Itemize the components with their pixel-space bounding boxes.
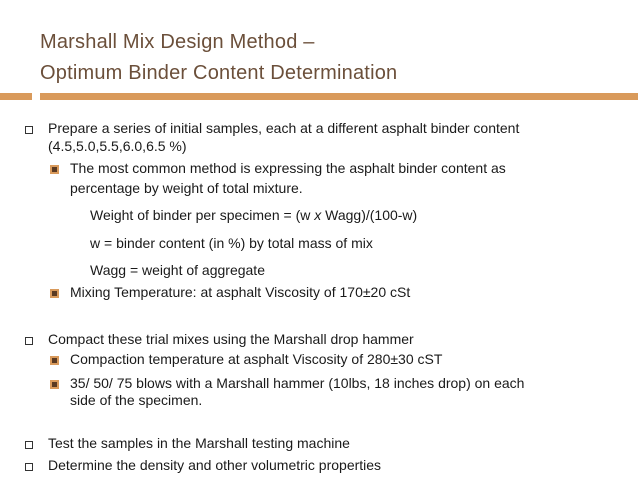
bullet-2-text: Compact these trial mixes using the Marshall drop hammer [48,331,414,347]
bullet-1-sub-2-text: Mixing Temperature: at asphalt Viscosity of 170±20 cSt [70,284,411,300]
bullet-1-sub-2 [70,284,410,301]
bullet-3-text: Test the samples in the Marshall testing machine [48,435,350,451]
bullet-2-sub-2 [70,375,524,392]
filled-square-bullet-icon [50,165,59,174]
bullet-3 [48,435,350,452]
formula-3-text: Wagg = weight of aggregate [90,262,265,278]
bullet-2-sub-1 [70,351,442,368]
square-bullet-icon [25,126,33,134]
bullet-1-sub-1-line-1: The most common method is expressing the asphalt binder content as [70,160,506,176]
filled-square-bullet-icon [50,289,59,298]
bullet-4-text: Determine the density and other volumetric properties [48,457,382,473]
bullet-1-sub-1-line-2: percentage by weight of total mixture. [70,180,303,196]
bullet-2-sub-1-text: Compaction temperature at asphalt Viscosity of 280±30 cST [70,351,443,367]
bullet-2 [48,331,414,348]
bullet-1-cont [48,138,187,155]
bullet-4 [48,457,381,474]
square-bullet-icon [25,337,33,345]
formula-2-text: w = binder content (in %) by total mass of mix [90,235,373,251]
filled-square-bullet-icon [50,380,59,389]
bullet-1-line-2: (4.5,5.0,5.5,6.0,6.5 %) [48,138,187,154]
filled-square-bullet-icon [50,356,59,365]
bullet-1-line-1: Prepare a series of initial samples, each at a different asphalt binder content [48,120,520,136]
formula-3 [90,262,265,279]
square-bullet-icon [25,441,33,449]
formula-2 [90,235,373,252]
bullet-1-sub-1 [70,160,506,177]
bullet-2-sub-2-cont [70,392,202,409]
bullet-2-sub-2-line-1: 35/ 50/ 75 blows with a Marshall hammer (10lbs, 18 inches drop) on each [70,375,525,391]
bullet-2-sub-2-line-2: side of the specimen. [70,392,203,408]
formula-1-x: x [314,207,322,223]
bullet-1 [48,120,519,137]
formula-1-part-a: Weight of binder per specimen = (w [90,207,315,223]
square-bullet-icon [25,463,33,471]
bullet-1-sub-1-cont [70,180,303,197]
formula-1-part-b: Wagg)/(100-w) [321,207,418,223]
slide-title-line-2: Optimum Binder Content Determination [40,62,398,84]
formula-1 [90,207,417,224]
slide-title-line-1: Marshall Mix Design Method – [40,31,315,53]
